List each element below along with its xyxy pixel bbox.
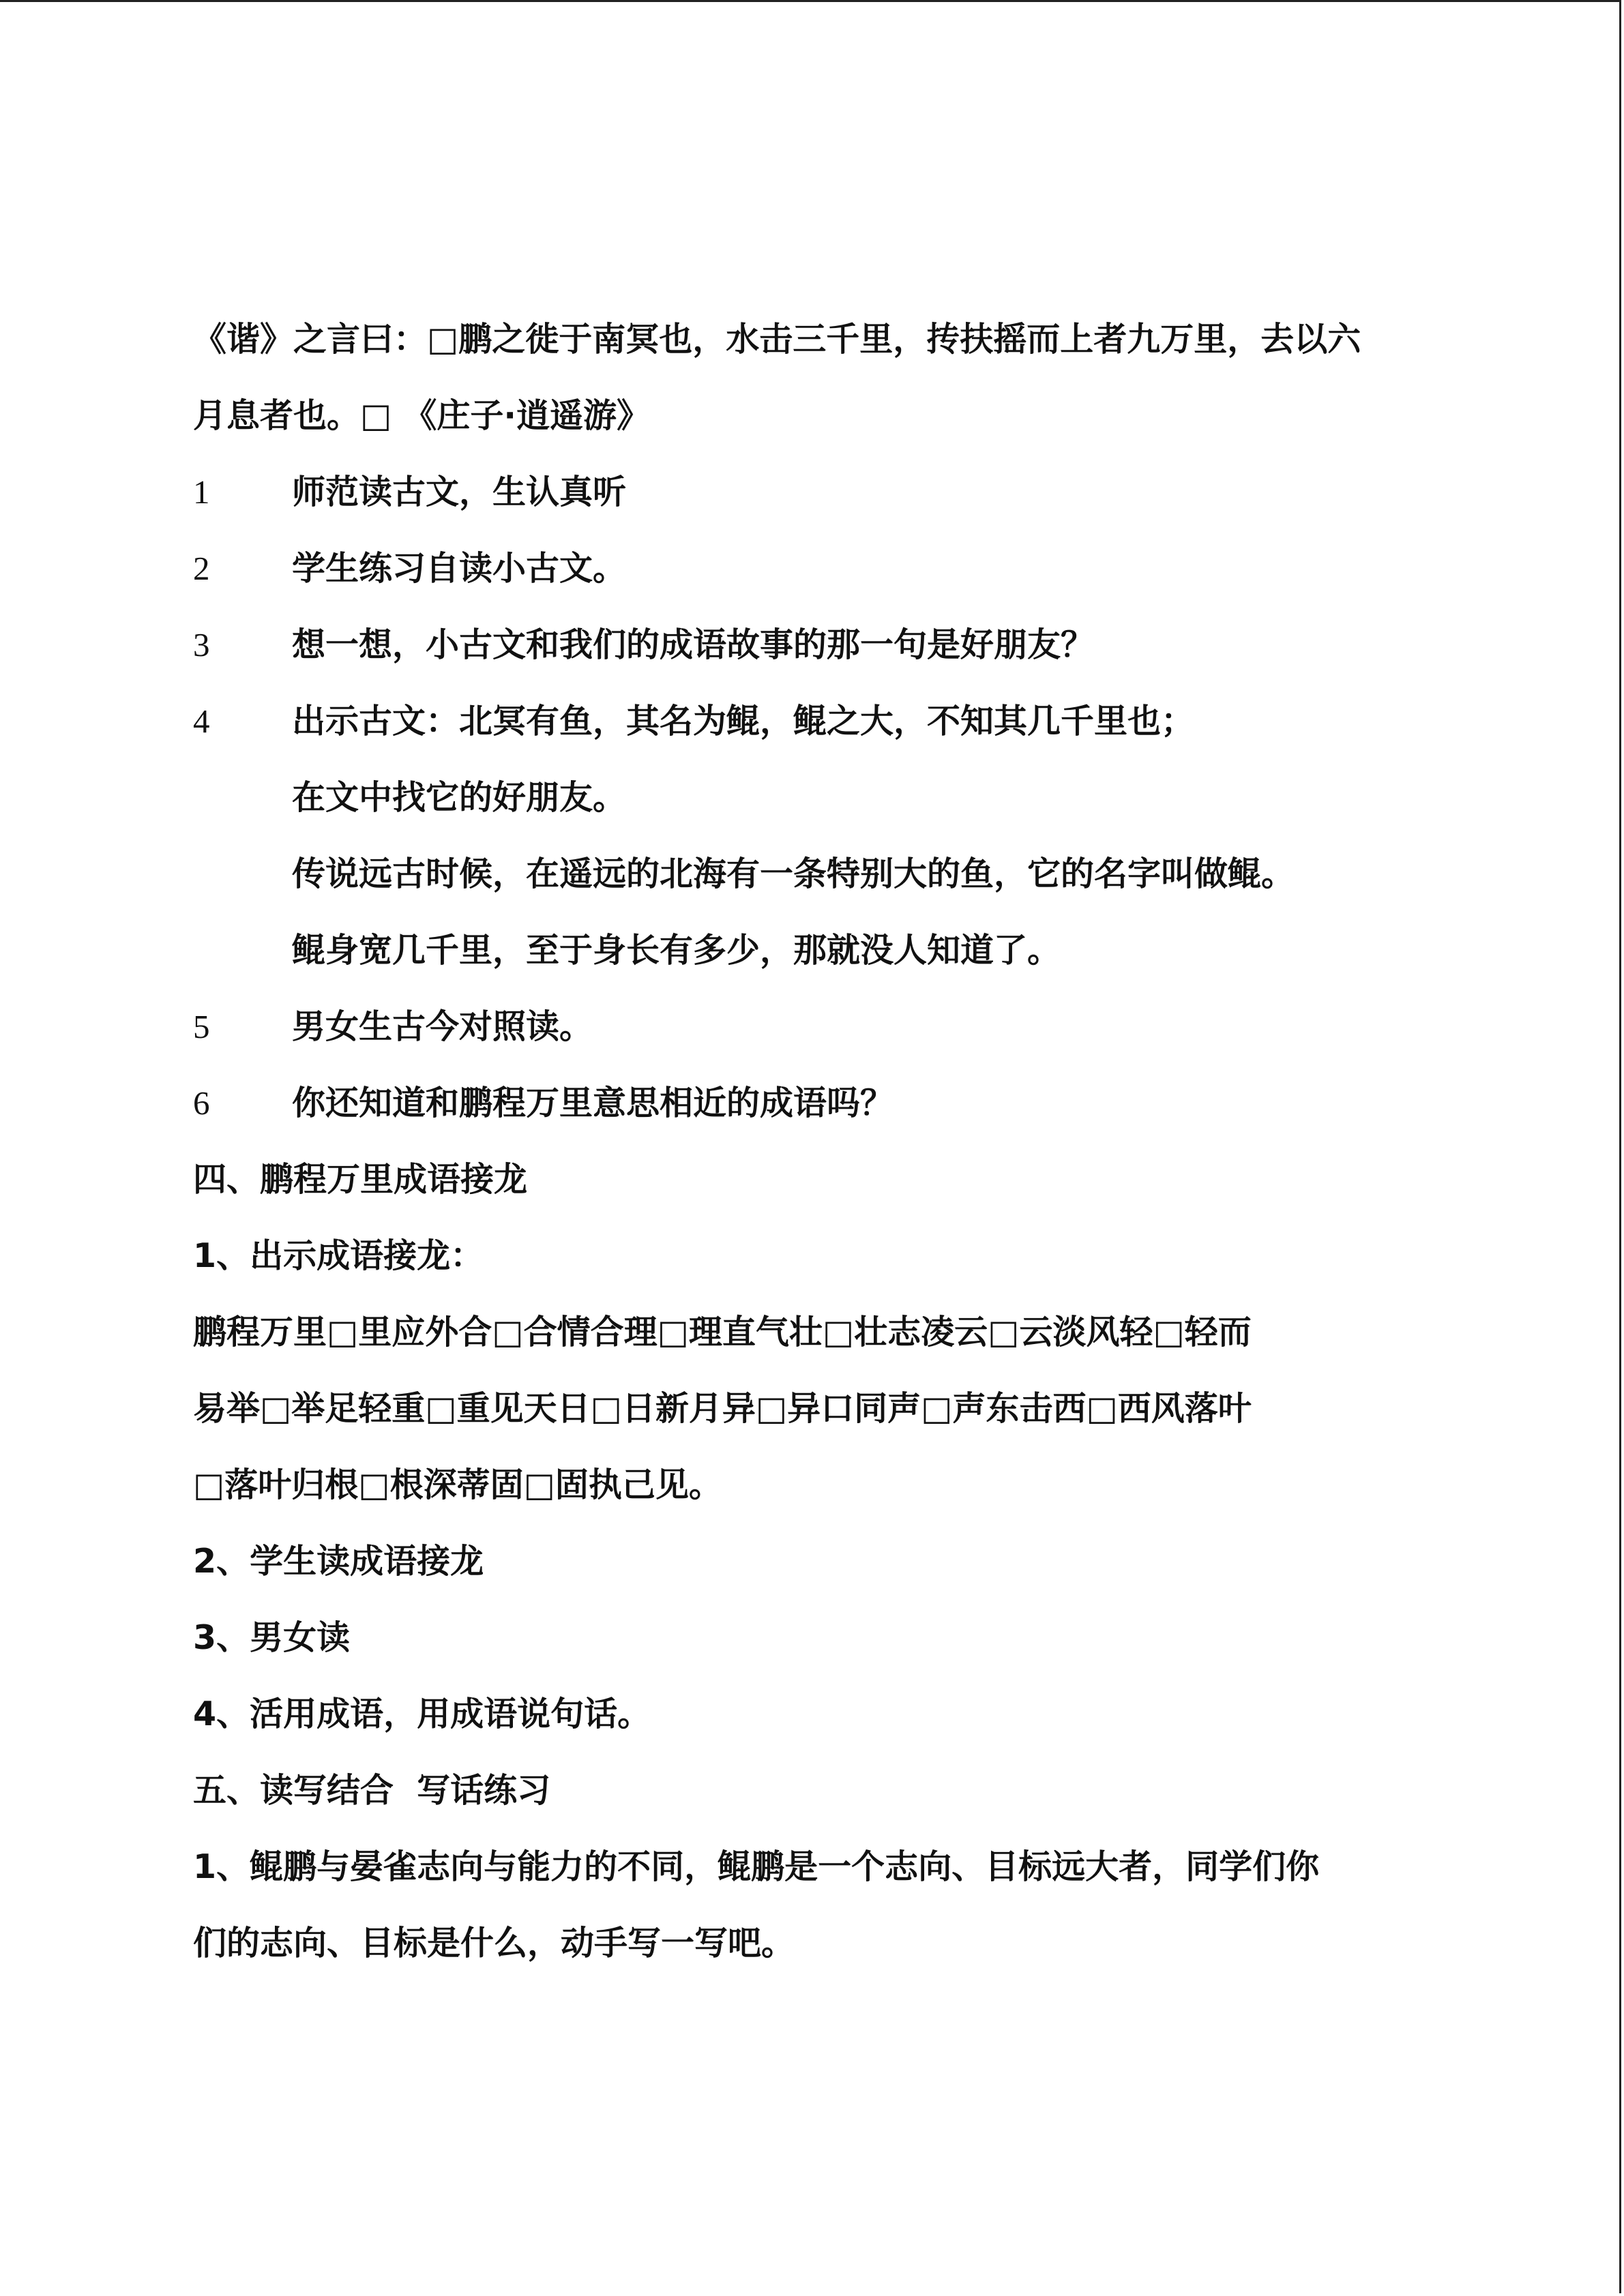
quote-line-1: 《谐》之言曰：□鹏之徙于南冥也，水击三千里，抟扶摇而上者九万里，去以六 xyxy=(193,320,1361,359)
step-4-subline: 在文中找它的好朋友。 xyxy=(292,778,627,817)
step-number: 4 xyxy=(193,702,210,740)
section-5-heading: 五、读写结合 写话练习 xyxy=(193,1771,551,1810)
step-item xyxy=(193,683,1434,760)
step-item xyxy=(193,454,1434,531)
step-text: 你还知道和鹏程万里意思相近的成语吗？ xyxy=(292,1084,894,1122)
section-4-heading: 四、鹏程万里成语接龙 xyxy=(193,1160,528,1199)
section-4-item-1: 1、出示成语接龙： xyxy=(193,1236,484,1275)
section-4-item-2: 2、学生读成语接龙 xyxy=(193,1542,484,1581)
section-4-item-3: 3、男女读 xyxy=(193,1618,351,1657)
step-text: 师范读古文，生认真听 xyxy=(292,473,627,511)
step-text: 想一想，小古文和我们的成语故事的那一句是好朋友？ xyxy=(292,625,1095,664)
idiom-chain-line: 鹏程万里□里应外合□合情合理□理直气壮□壮志凌云□云淡风轻□轻而 xyxy=(193,1313,1252,1352)
step-number: 3 xyxy=(193,626,210,664)
step-number: 6 xyxy=(193,1084,210,1122)
step-text: 出示古文：北冥有鱼，其名为鲲，鲲之大，不知其几千里也； xyxy=(292,702,1195,741)
step-text: 男女生古今对照读。 xyxy=(292,1007,593,1046)
step-number: 5 xyxy=(193,1008,210,1045)
idiom-chain-line: 易举□举足轻重□重见天日□日新月异□异口同声□声东击西□西风落叶 xyxy=(193,1389,1252,1428)
document-body xyxy=(193,301,1434,1982)
step-text: 学生练习自读小古文。 xyxy=(292,549,627,588)
step-4-subline: 鲲身宽几千里，至于身长有多少，那就没人知道了。 xyxy=(292,931,1061,970)
step-number: 1 xyxy=(193,473,210,511)
idiom-chain-line: □落叶归根□根深蒂固□固执己见。 xyxy=(193,1465,722,1504)
section-5-item-1-line-2: 们的志向、目标是什么，动手写一写吧。 xyxy=(193,1924,795,1963)
step-item xyxy=(193,1065,1434,1142)
section-5-item-1-line-1: 1、鲲鹏与晏雀志向与能力的不同，鲲鹏是一个志向、目标远大者，同学们你 xyxy=(193,1847,1320,1886)
step-item xyxy=(193,607,1434,683)
step-item xyxy=(193,531,1434,607)
step-number: 2 xyxy=(193,550,210,587)
quote-line-2: 月息者也。□ 《庄子·逍遥游》 xyxy=(193,396,650,435)
step-item xyxy=(193,989,1434,1065)
section-4-item-4: 4、活用成语，用成语说句话。 xyxy=(193,1695,651,1733)
step-4-subline: 传说远古时候，在遥远的北海有一条特别大的鱼，它的名字叫做鲲。 xyxy=(292,854,1295,893)
